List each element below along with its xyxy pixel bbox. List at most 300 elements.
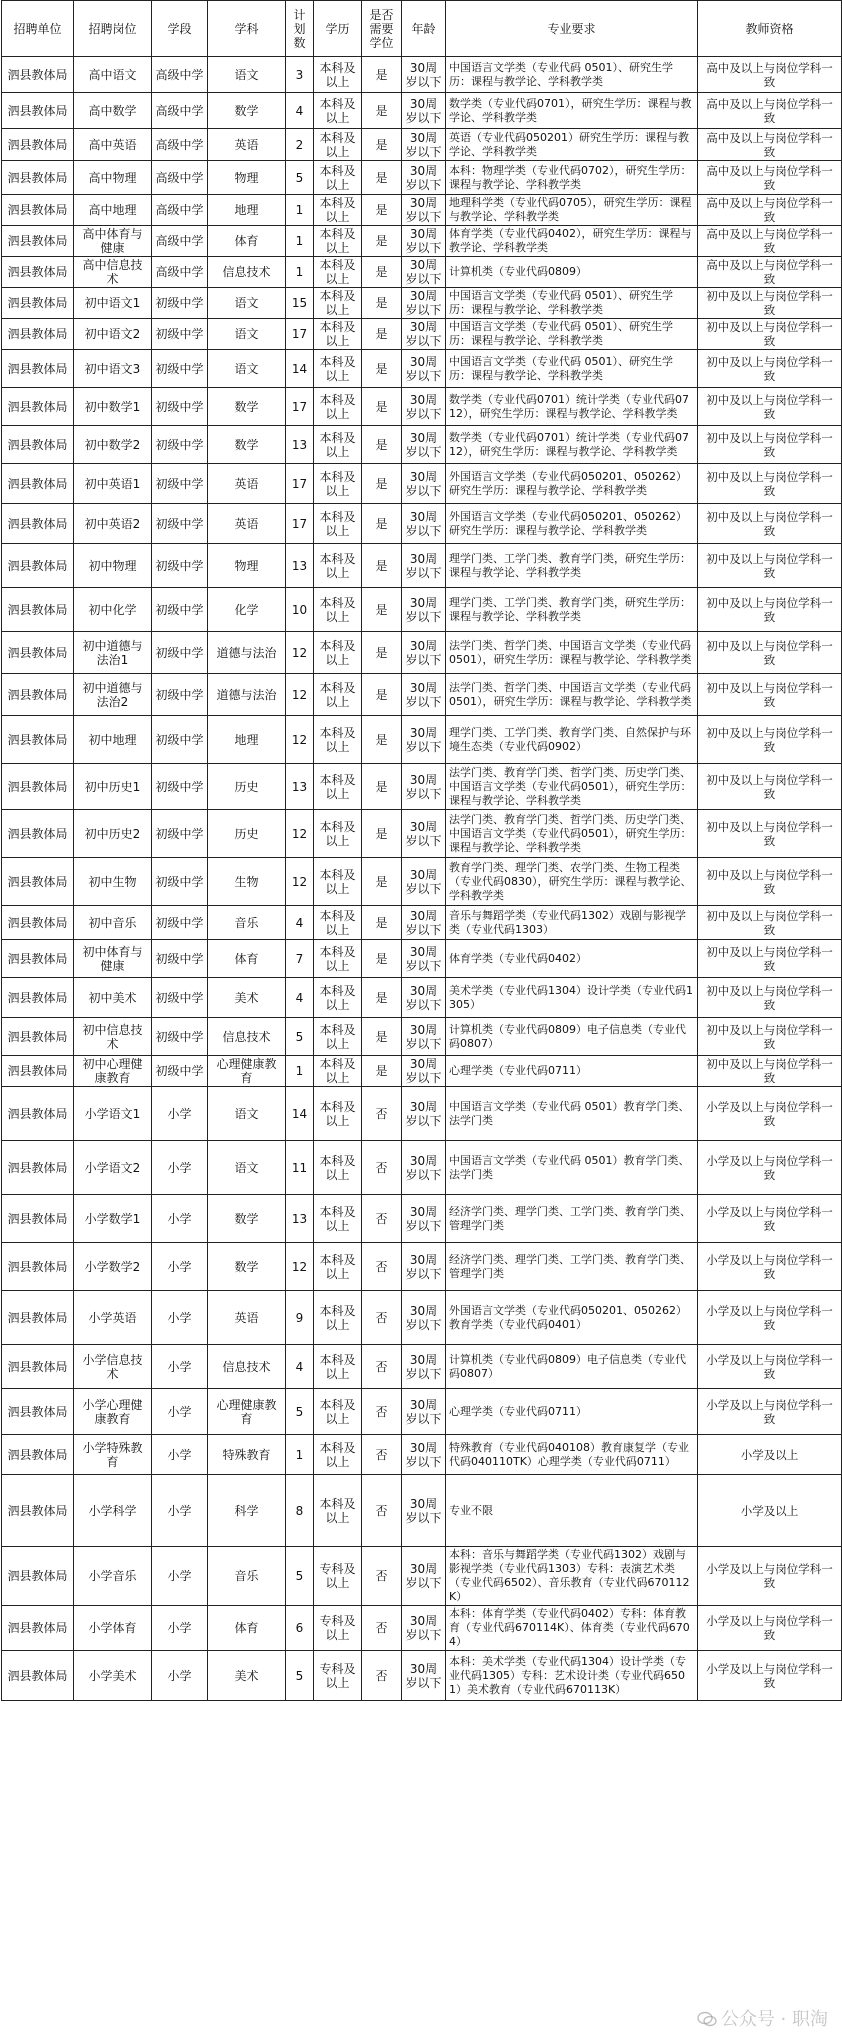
cell-major: 外国语言文学类（专业代码050201、050262）研究生学历：课程与教学论、学科教学类 [446, 504, 698, 544]
cell-degree: 是 [362, 674, 402, 716]
cell-qualification: 高中及以上与岗位学科一致 [698, 226, 842, 257]
cell-count: 13 [286, 426, 314, 464]
cell-qualification: 初中及以上与岗位学科一致 [698, 388, 842, 426]
cell-stage: 小学 [152, 1243, 208, 1291]
cell-unit: 泗县教体局 [2, 195, 74, 226]
cell-stage: 初级中学 [152, 1056, 208, 1087]
cell-age: 30周岁以下 [402, 57, 446, 93]
cell-age: 30周岁以下 [402, 388, 446, 426]
header-row [2, 1, 842, 57]
cell-qualification: 高中及以上与岗位学科一致 [698, 161, 842, 195]
header-col-major: 专业要求 [446, 1, 698, 57]
cell-age: 30周岁以下 [402, 426, 446, 464]
cell-qualification: 小学及以上与岗位学科一致 [698, 1195, 842, 1243]
cell-degree: 否 [362, 1547, 402, 1606]
cell-subject: 英语 [208, 504, 286, 544]
cell-education: 本科及以上 [314, 716, 362, 764]
cell-position: 高中体育与健康 [74, 226, 152, 257]
cell-subject: 历史 [208, 810, 286, 858]
cell-stage: 小学 [152, 1389, 208, 1435]
cell-subject: 语文 [208, 288, 286, 319]
cell-count: 11 [286, 1141, 314, 1195]
cell-qualification: 小学及以上与岗位学科一致 [698, 1087, 842, 1141]
cell-stage: 小学 [152, 1651, 208, 1701]
cell-education: 本科及以上 [314, 1018, 362, 1056]
watermark-text: 公众号 · 职淘 [720, 2009, 828, 2030]
cell-education: 本科及以上 [314, 504, 362, 544]
cell-major: 理学门类、工学门类、教育学门类，研究生学历：课程与教学论、学科教学类 [446, 544, 698, 588]
cell-age: 30周岁以下 [402, 716, 446, 764]
cell-count: 12 [286, 716, 314, 764]
table-row [2, 1475, 842, 1547]
cell-stage: 初级中学 [152, 1018, 208, 1056]
cell-qualification: 小学及以上与岗位学科一致 [698, 1389, 842, 1435]
cell-position: 小学体育 [74, 1606, 152, 1651]
cell-unit: 泗县教体局 [2, 674, 74, 716]
cell-subject: 心理健康教育 [208, 1056, 286, 1087]
cell-qualification: 高中及以上与岗位学科一致 [698, 129, 842, 161]
cell-age: 30周岁以下 [402, 674, 446, 716]
table-row [2, 632, 842, 674]
cell-unit: 泗县教体局 [2, 1243, 74, 1291]
watermark [697, 2005, 828, 2031]
cell-major: 法学门类、哲学门类、中国语言文学类（专业代码 0501），研究生学历：课程与教学论、学科教学类 [446, 674, 698, 716]
cell-major: 美术学类（专业代码1304）设计学类（专业代码1305） [446, 978, 698, 1018]
cell-qualification: 高中及以上与岗位学科一致 [698, 195, 842, 226]
cell-unit: 泗县教体局 [2, 1087, 74, 1141]
table-row [2, 544, 842, 588]
cell-position: 初中语文3 [74, 350, 152, 388]
cell-education: 本科及以上 [314, 1389, 362, 1435]
cell-unit: 泗县教体局 [2, 319, 74, 350]
cell-degree: 否 [362, 1389, 402, 1435]
cell-subject: 数学 [208, 1243, 286, 1291]
cell-age: 30周岁以下 [402, 1056, 446, 1087]
cell-qualification: 初中及以上与岗位学科一致 [698, 906, 842, 940]
cell-unit: 泗县教体局 [2, 288, 74, 319]
table-row [2, 1606, 842, 1651]
cell-degree: 是 [362, 226, 402, 257]
table-row [2, 764, 842, 810]
cell-subject: 体育 [208, 1606, 286, 1651]
cell-degree: 是 [362, 161, 402, 195]
cell-age: 30周岁以下 [402, 1087, 446, 1141]
cell-degree: 是 [362, 57, 402, 93]
cell-count: 4 [286, 93, 314, 129]
cell-education: 专科及以上 [314, 1606, 362, 1651]
cell-subject: 语文 [208, 57, 286, 93]
cell-position: 初中生物 [74, 858, 152, 906]
cell-stage: 小学 [152, 1291, 208, 1345]
cell-qualification: 初中及以上与岗位学科一致 [698, 764, 842, 810]
cell-subject: 信息技术 [208, 257, 286, 288]
table-row [2, 978, 842, 1018]
cell-unit: 泗县教体局 [2, 764, 74, 810]
cell-unit: 泗县教体局 [2, 57, 74, 93]
table-row [2, 1141, 842, 1195]
cell-education: 本科及以上 [314, 319, 362, 350]
cell-position: 小学语文1 [74, 1087, 152, 1141]
table-body [2, 57, 842, 1701]
cell-education: 本科及以上 [314, 858, 362, 906]
cell-count: 12 [286, 1243, 314, 1291]
cell-count: 7 [286, 940, 314, 978]
cell-age: 30周岁以下 [402, 129, 446, 161]
cell-qualification: 小学及以上与岗位学科一致 [698, 1243, 842, 1291]
cell-qualification: 高中及以上与岗位学科一致 [698, 57, 842, 93]
cell-degree: 是 [362, 978, 402, 1018]
cell-unit: 泗县教体局 [2, 257, 74, 288]
table-row [2, 1018, 842, 1056]
header-col-unit: 招聘单位 [2, 1, 74, 57]
cell-stage: 初级中学 [152, 906, 208, 940]
cell-position: 高中语文 [74, 57, 152, 93]
cell-qualification: 小学及以上与岗位学科一致 [698, 1651, 842, 1701]
cell-education: 本科及以上 [314, 1291, 362, 1345]
cell-education: 本科及以上 [314, 464, 362, 504]
cell-qualification: 初中及以上与岗位学科一致 [698, 858, 842, 906]
cell-age: 30周岁以下 [402, 1141, 446, 1195]
cell-degree: 是 [362, 632, 402, 674]
cell-age: 30周岁以下 [402, 1018, 446, 1056]
cell-qualification: 初中及以上与岗位学科一致 [698, 1018, 842, 1056]
cell-qualification: 小学及以上 [698, 1475, 842, 1547]
cell-count: 10 [286, 588, 314, 632]
cell-age: 30周岁以下 [402, 1345, 446, 1389]
cell-education: 本科及以上 [314, 544, 362, 588]
cell-major: 法学门类、教育学门类、哲学门类、历史学门类、中国语言文学类（专业代码0501），研究生学历：课程与教学论、学科教学类 [446, 810, 698, 858]
cell-major: 外国语言文学类（专业代码050201、050262）研究生学历：课程与教学论、学科教学类 [446, 464, 698, 504]
cell-education: 本科及以上 [314, 93, 362, 129]
cell-major: 中国语言文学类（专业代码 0501）教育学门类、法学门类 [446, 1141, 698, 1195]
cell-degree: 是 [362, 129, 402, 161]
table-row [2, 716, 842, 764]
cell-major: 经济学门类、理学门类、工学门类、教育学门类、管理学门类 [446, 1195, 698, 1243]
cell-subject: 语文 [208, 319, 286, 350]
cell-unit: 泗县教体局 [2, 226, 74, 257]
cell-count: 14 [286, 350, 314, 388]
cell-education: 专科及以上 [314, 1651, 362, 1701]
cell-position: 初中音乐 [74, 906, 152, 940]
table-row [2, 288, 842, 319]
header-col-subject: 学科 [208, 1, 286, 57]
table-row [2, 940, 842, 978]
cell-age: 30周岁以下 [402, 464, 446, 504]
table-row [2, 1651, 842, 1701]
cell-qualification: 高中及以上与岗位学科一致 [698, 93, 842, 129]
cell-count: 12 [286, 858, 314, 906]
cell-count: 9 [286, 1291, 314, 1345]
table-row [2, 129, 842, 161]
cell-stage: 初级中学 [152, 940, 208, 978]
table-row [2, 1195, 842, 1243]
cell-age: 30周岁以下 [402, 226, 446, 257]
cell-stage: 初级中学 [152, 588, 208, 632]
cell-education: 本科及以上 [314, 588, 362, 632]
cell-degree: 否 [362, 1435, 402, 1475]
cell-degree: 是 [362, 716, 402, 764]
cell-stage: 初级中学 [152, 858, 208, 906]
cell-age: 30周岁以下 [402, 319, 446, 350]
header-col-stage: 学段 [152, 1, 208, 57]
table-header [2, 1, 842, 57]
cell-subject: 语文 [208, 350, 286, 388]
cell-unit: 泗县教体局 [2, 504, 74, 544]
cell-unit: 泗县教体局 [2, 1195, 74, 1243]
cell-count: 1 [286, 257, 314, 288]
cell-age: 30周岁以下 [402, 1435, 446, 1475]
cell-unit: 泗县教体局 [2, 716, 74, 764]
cell-qualification: 小学及以上与岗位学科一致 [698, 1345, 842, 1389]
cell-unit: 泗县教体局 [2, 588, 74, 632]
cell-unit: 泗县教体局 [2, 426, 74, 464]
cell-age: 30周岁以下 [402, 588, 446, 632]
cell-subject: 数学 [208, 388, 286, 426]
cell-degree: 否 [362, 1087, 402, 1141]
cell-degree: 是 [362, 940, 402, 978]
cell-education: 本科及以上 [314, 764, 362, 810]
cell-subject: 英语 [208, 1291, 286, 1345]
cell-major: 地理科学类（专业代码0705），研究生学历：课程与教学论、学科教学类 [446, 195, 698, 226]
cell-degree: 是 [362, 1018, 402, 1056]
cell-qualification: 初中及以上与岗位学科一致 [698, 978, 842, 1018]
cell-degree: 是 [362, 350, 402, 388]
cell-stage: 初级中学 [152, 288, 208, 319]
table-row [2, 810, 842, 858]
cell-count: 1 [286, 1435, 314, 1475]
table-row [2, 1435, 842, 1475]
cell-major: 本科：物理学类（专业代码0702），研究生学历：课程与教学论、学科教学类 [446, 161, 698, 195]
cell-stage: 初级中学 [152, 350, 208, 388]
cell-position: 高中信息技术 [74, 257, 152, 288]
cell-age: 30周岁以下 [402, 810, 446, 858]
cell-major: 计算机类（专业代码0809） [446, 257, 698, 288]
cell-age: 30周岁以下 [402, 544, 446, 588]
table-row [2, 1345, 842, 1389]
table-row [2, 319, 842, 350]
cell-position: 小学数学2 [74, 1243, 152, 1291]
cell-age: 30周岁以下 [402, 1547, 446, 1606]
cell-position: 小学美术 [74, 1651, 152, 1701]
cell-qualification: 小学及以上与岗位学科一致 [698, 1141, 842, 1195]
cell-stage: 初级中学 [152, 464, 208, 504]
table-row [2, 388, 842, 426]
cell-education: 本科及以上 [314, 632, 362, 674]
table-row [2, 858, 842, 906]
cell-major: 特殊教育（专业代码040108）教育康复学（专业代码040110TK）心理学类（专业代码0711） [446, 1435, 698, 1475]
table-row [2, 504, 842, 544]
cell-position: 初中物理 [74, 544, 152, 588]
cell-age: 30周岁以下 [402, 906, 446, 940]
header-col-education: 学历 [314, 1, 362, 57]
cell-age: 30周岁以下 [402, 1651, 446, 1701]
cell-age: 30周岁以下 [402, 1195, 446, 1243]
cell-education: 本科及以上 [314, 288, 362, 319]
cell-education: 本科及以上 [314, 195, 362, 226]
cell-major: 教育学门类、理学门类、农学门类、生物工程类（专业代码0830），研究生学历：课程与教学论、学科教学类 [446, 858, 698, 906]
cell-major: 体育学类（专业代码0402） [446, 940, 698, 978]
cell-major: 体育学类（专业代码0402），研究生学历：课程与教学论、学科教学类 [446, 226, 698, 257]
cell-count: 12 [286, 632, 314, 674]
cell-subject: 道德与法治 [208, 674, 286, 716]
table-row [2, 1087, 842, 1141]
cell-degree: 是 [362, 906, 402, 940]
cell-major: 音乐与舞蹈学类（专业代码1302）戏剧与影视学类（专业代码1303） [446, 906, 698, 940]
cell-subject: 物理 [208, 161, 286, 195]
cell-subject: 数学 [208, 93, 286, 129]
cell-major: 本科：美术学类（专业代码1304）设计学类（专业代码1305）专科：艺术设计类（专业代码6501）美术教育（专业代码670113K） [446, 1651, 698, 1701]
table-row [2, 195, 842, 226]
cell-stage: 初级中学 [152, 388, 208, 426]
cell-unit: 泗县教体局 [2, 810, 74, 858]
cell-unit: 泗县教体局 [2, 978, 74, 1018]
cell-count: 13 [286, 764, 314, 810]
cell-major: 中国语言文学类（专业代码 0501）、研究生学历：课程与教学论、学科教学类 [446, 288, 698, 319]
cell-major: 法学门类、教育学门类、哲学门类、历史学门类、中国语言文学类（专业代码0501），研究生学历：课程与教学论、学科教学类 [446, 764, 698, 810]
cell-position: 高中地理 [74, 195, 152, 226]
cell-unit: 泗县教体局 [2, 388, 74, 426]
cell-count: 2 [286, 129, 314, 161]
cell-degree: 是 [362, 195, 402, 226]
cell-qualification: 初中及以上与岗位学科一致 [698, 544, 842, 588]
cell-count: 4 [286, 978, 314, 1018]
cell-stage: 小学 [152, 1087, 208, 1141]
cell-major: 数学类（专业代码0701），研究生学历：课程与教学论、学科教学类 [446, 93, 698, 129]
cell-unit: 泗县教体局 [2, 906, 74, 940]
cell-major: 经济学门类、理学门类、工学门类、教育学门类、管理学门类 [446, 1243, 698, 1291]
cell-age: 30周岁以下 [402, 504, 446, 544]
cell-unit: 泗县教体局 [2, 1291, 74, 1345]
cell-qualification: 初中及以上与岗位学科一致 [698, 632, 842, 674]
cell-position: 初中信息技术 [74, 1018, 152, 1056]
cell-qualification: 高中及以上与岗位学科一致 [698, 257, 842, 288]
cell-position: 初中体育与健康 [74, 940, 152, 978]
cell-count: 8 [286, 1475, 314, 1547]
cell-subject: 地理 [208, 195, 286, 226]
cell-unit: 泗县教体局 [2, 940, 74, 978]
cell-count: 17 [286, 388, 314, 426]
cell-education: 本科及以上 [314, 129, 362, 161]
cell-count: 1 [286, 195, 314, 226]
cell-unit: 泗县教体局 [2, 1475, 74, 1547]
cell-count: 13 [286, 1195, 314, 1243]
cell-stage: 初级中学 [152, 632, 208, 674]
cell-education: 本科及以上 [314, 1141, 362, 1195]
cell-major: 英语（专业代码050201）研究生学历：课程与教学论、学科教学类 [446, 129, 698, 161]
header-col-count: 计划数 [286, 1, 314, 57]
cell-subject: 科学 [208, 1475, 286, 1547]
header-col-degree: 是否需要学位 [362, 1, 402, 57]
cell-major: 本科：体育学类（专业代码0402）专科：体育教育（专业代码670114K）、体育类（专业代码6704） [446, 1606, 698, 1651]
cell-major: 法学门类、哲学门类、中国语言文学类（专业代码 0501），研究生学历：课程与教学论、学科教学类 [446, 632, 698, 674]
cell-major: 计算机类（专业代码0809）电子信息类（专业代码0807） [446, 1345, 698, 1389]
cell-stage: 小学 [152, 1435, 208, 1475]
cell-count: 1 [286, 1056, 314, 1087]
cell-position: 初中化学 [74, 588, 152, 632]
cell-position: 初中数学2 [74, 426, 152, 464]
cell-position: 小学科学 [74, 1475, 152, 1547]
cell-stage: 高级中学 [152, 195, 208, 226]
cell-age: 30周岁以下 [402, 978, 446, 1018]
cell-major: 中国语言文学类（专业代码 0501）教育学门类、法学门类 [446, 1087, 698, 1141]
cell-subject: 体育 [208, 226, 286, 257]
cell-degree: 否 [362, 1141, 402, 1195]
header-col-position: 招聘岗位 [74, 1, 152, 57]
cell-major: 理学门类、工学门类、教育学门类、自然保护与环境生态类（专业代码0902） [446, 716, 698, 764]
cell-degree: 是 [362, 464, 402, 504]
cell-stage: 初级中学 [152, 544, 208, 588]
cell-subject: 信息技术 [208, 1345, 286, 1389]
cell-education: 本科及以上 [314, 426, 362, 464]
cell-stage: 初级中学 [152, 810, 208, 858]
cell-age: 30周岁以下 [402, 764, 446, 810]
cell-degree: 是 [362, 288, 402, 319]
cell-stage: 初级中学 [152, 674, 208, 716]
table-row [2, 674, 842, 716]
cell-position: 初中地理 [74, 716, 152, 764]
cell-position: 小学音乐 [74, 1547, 152, 1606]
cell-age: 30周岁以下 [402, 1475, 446, 1547]
cell-qualification: 小学及以上与岗位学科一致 [698, 1606, 842, 1651]
cell-count: 5 [286, 1547, 314, 1606]
cell-degree: 否 [362, 1475, 402, 1547]
cell-degree: 是 [362, 810, 402, 858]
table-row [2, 1291, 842, 1345]
cell-count: 12 [286, 810, 314, 858]
cell-age: 30周岁以下 [402, 1243, 446, 1291]
cell-unit: 泗县教体局 [2, 1056, 74, 1087]
cell-stage: 小学 [152, 1475, 208, 1547]
cell-degree: 否 [362, 1195, 402, 1243]
cell-stage: 小学 [152, 1195, 208, 1243]
cell-position: 初中美术 [74, 978, 152, 1018]
cell-qualification: 小学及以上 [698, 1435, 842, 1475]
cell-count: 12 [286, 674, 314, 716]
cell-subject: 体育 [208, 940, 286, 978]
cell-unit: 泗县教体局 [2, 464, 74, 504]
cell-qualification: 初中及以上与岗位学科一致 [698, 674, 842, 716]
cell-unit: 泗县教体局 [2, 129, 74, 161]
cell-education: 本科及以上 [314, 1056, 362, 1087]
cell-qualification: 初中及以上与岗位学科一致 [698, 716, 842, 764]
cell-education: 本科及以上 [314, 1195, 362, 1243]
cell-major: 计算机类（专业代码0809）电子信息类（专业代码0807） [446, 1018, 698, 1056]
cell-position: 高中数学 [74, 93, 152, 129]
cell-count: 5 [286, 1018, 314, 1056]
cell-unit: 泗县教体局 [2, 1547, 74, 1606]
cell-position: 高中英语 [74, 129, 152, 161]
cell-subject: 信息技术 [208, 1018, 286, 1056]
cell-count: 3 [286, 57, 314, 93]
cell-major: 中国语言文学类（专业代码 0501）、研究生学历：课程与教学论、学科教学类 [446, 350, 698, 388]
cell-degree: 是 [362, 1056, 402, 1087]
cell-major: 数学类（专业代码0701）统计学类（专业代码0712），研究生学历：课程与教学论、学科教学类 [446, 388, 698, 426]
cell-stage: 高级中学 [152, 129, 208, 161]
cell-position: 小学英语 [74, 1291, 152, 1345]
cell-age: 30周岁以下 [402, 93, 446, 129]
cell-qualification: 初中及以上与岗位学科一致 [698, 426, 842, 464]
cell-position: 小学语文2 [74, 1141, 152, 1195]
cell-count: 13 [286, 544, 314, 588]
cell-age: 30周岁以下 [402, 1291, 446, 1345]
cell-position: 初中数学1 [74, 388, 152, 426]
cell-position: 初中道德与法治2 [74, 674, 152, 716]
cell-stage: 高级中学 [152, 93, 208, 129]
cell-position: 高中物理 [74, 161, 152, 195]
cell-major: 理学门类、工学门类、教育学门类，研究生学历：课程与教学论、学科教学类 [446, 588, 698, 632]
cell-unit: 泗县教体局 [2, 1345, 74, 1389]
cell-unit: 泗县教体局 [2, 544, 74, 588]
